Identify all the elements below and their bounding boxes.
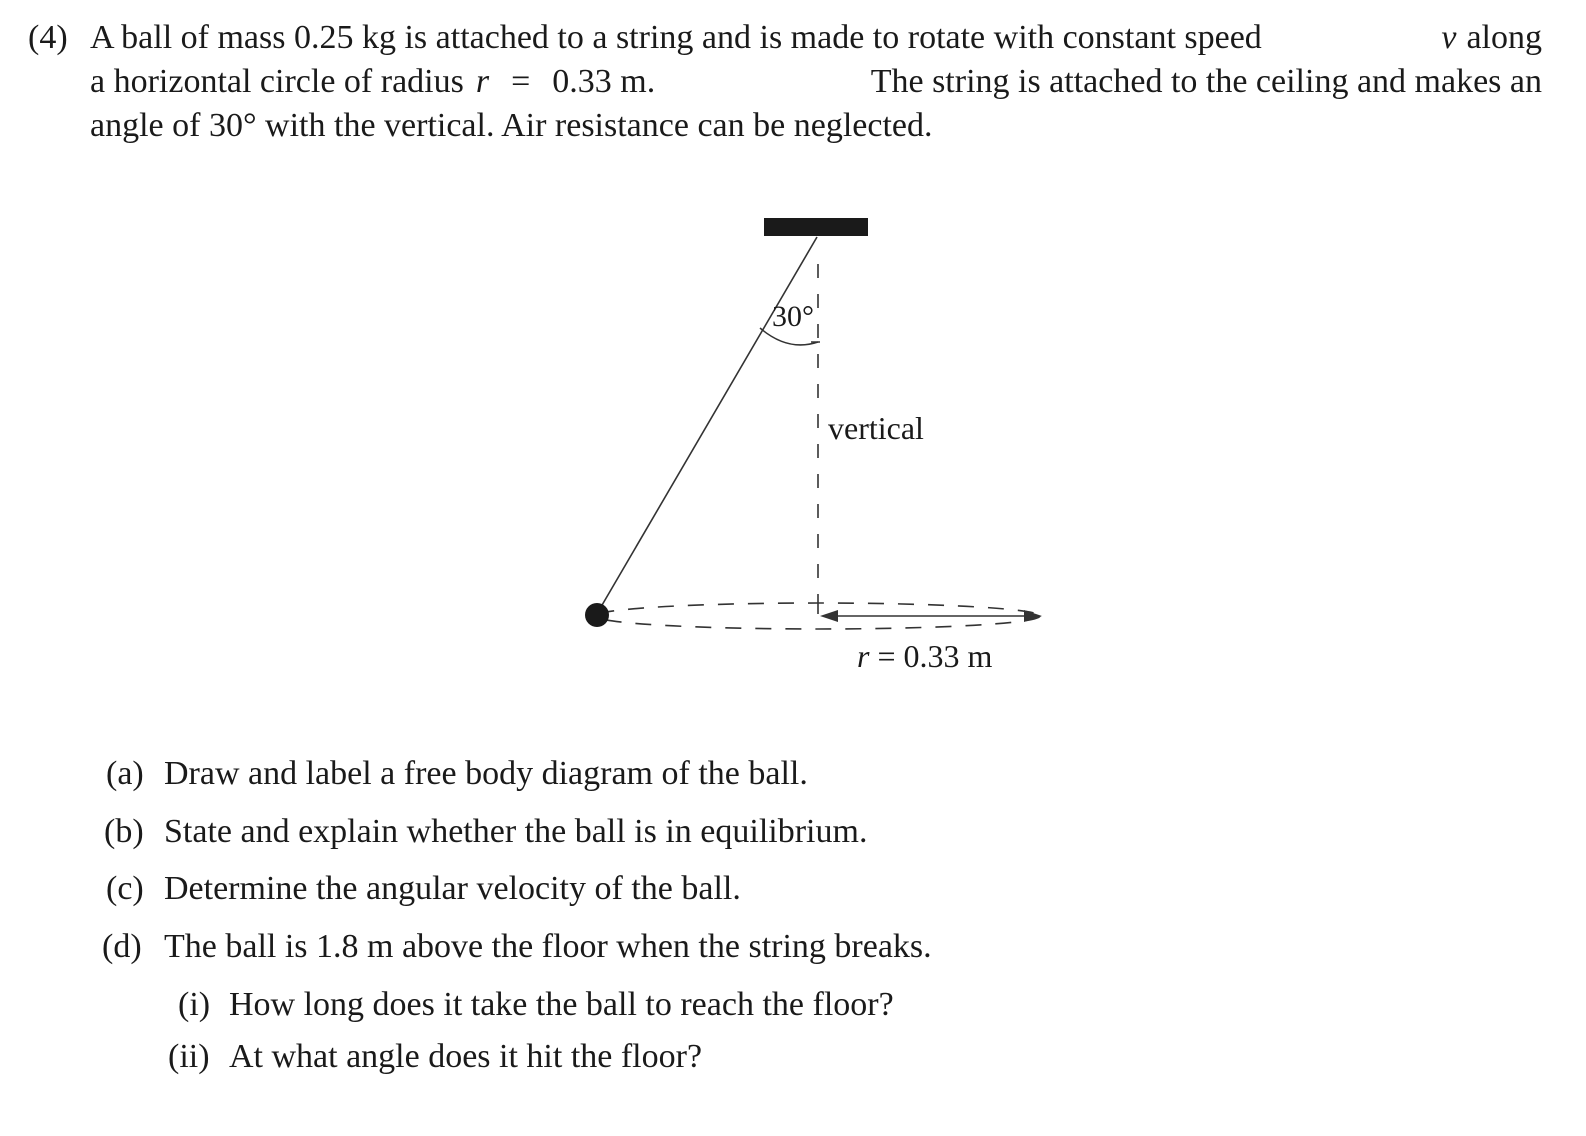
angle-label: 30° (772, 300, 814, 333)
radius-arrowhead (1024, 610, 1042, 622)
part-label: (a) (106, 755, 144, 792)
radius-label-var: r (857, 638, 870, 674)
part-label: (d) (102, 928, 142, 965)
part-text: Draw and label a free body diagram of the ball. (164, 755, 808, 792)
part-text: State and explain whether the ball is in equilibrium. (164, 813, 868, 850)
statement-line-3: angle of 30° with the vertical. Air resistance can be neglected. (90, 107, 933, 144)
subpart-text: How long does it take the ball to reach the floor? (229, 986, 894, 1023)
subpart-i (178, 985, 894, 1025)
statement-text: a horizontal circle of radius (90, 63, 464, 100)
ceiling-bar (764, 218, 868, 236)
radius-label-eq: = 0.33 m (869, 638, 993, 674)
problem-number: (4) (28, 19, 68, 56)
radius-variable: r (475, 63, 490, 100)
statement-text: The string is attached to the ceiling and makes an (870, 63, 1542, 100)
part-text: The ball is 1.8 m above the floor when the string breaks. (164, 928, 932, 965)
equals-sign: = (511, 63, 531, 100)
vertical-label: vertical (828, 410, 924, 446)
part-b (104, 812, 867, 852)
part-c (106, 869, 741, 909)
ball (585, 603, 609, 627)
statement-text: A ball of mass 0.25 kg is attached to a string and is made to rotate with constant speed (90, 19, 1262, 56)
part-text: Determine the angular velocity of the ball. (164, 870, 741, 907)
subpart-label: (ii) (168, 1038, 210, 1075)
subpart-text: At what angle does it hit the floor? (229, 1038, 703, 1075)
radius-value: 0.33 m. (552, 63, 656, 100)
part-label: (c) (106, 870, 144, 907)
speed-variable: v (1441, 19, 1457, 56)
radius-arrowtail (820, 610, 838, 622)
statement-text: along (1466, 19, 1542, 56)
subpart-label: (i) (178, 986, 211, 1023)
part-a (106, 754, 808, 794)
subpart-ii (168, 1037, 702, 1077)
part-label: (b) (104, 813, 144, 850)
radius-label (857, 638, 993, 674)
part-d (102, 927, 932, 967)
string (598, 237, 817, 612)
